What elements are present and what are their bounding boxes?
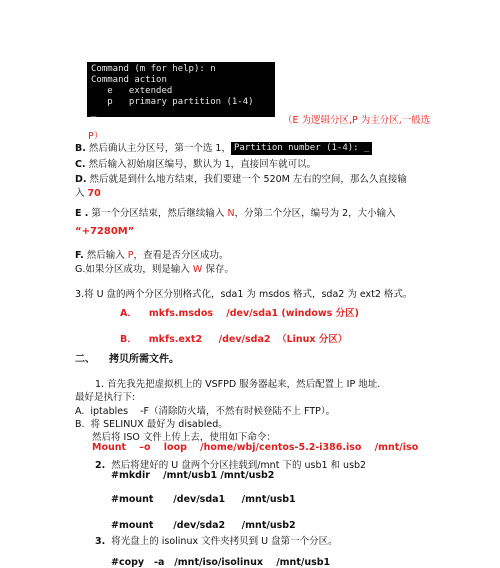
s2-step3-num: 3. [95,536,106,547]
step-d-text2: 入 [75,188,88,199]
step-b [75,140,372,155]
s2-a-prefix: A. [75,406,85,417]
mount-sda2-command: #mount /dev/sda2 /mnt/usb2 [111,520,296,531]
format-a-cmd: mkfs.msdos /dev/sda1 (windows 分区) [148,308,359,319]
s2-step2 [95,457,366,471]
partition-type-note: （E 为逻辑分区,P 为主分区,一般选 [283,115,431,126]
s2-b-text: 将 SELINUX 最好为 disabled。 [90,419,228,430]
s2-b [75,416,228,430]
terminal-line: Command action [91,75,167,85]
step-g-key: W [192,264,203,275]
s2-step3 [95,533,338,547]
step-e-text-a: 第一个分区结束，然后继续输入 [88,208,228,219]
step-g-text-a: 如果分区成功，则是输入 [85,264,193,275]
section-2-number: 二、 [75,354,95,365]
section-2-title: 拷贝所需文件。 [109,354,179,365]
terminal-screenshot [87,62,275,117]
format-a [120,305,359,319]
step-b-prefix: B. [75,143,86,154]
step-b-text: 然后确认主分区号，第一个选 1， [85,143,231,154]
mount-sda1-command: #mount /dev/sda1 /mnt/usb1 [111,494,296,505]
format-intro: 3.将 U 盘的两个分区分别格式化，sda1 为 msdos 格式，sda2 为 ext2 格式。 [75,289,413,300]
step-d-value: 70 [87,188,101,199]
s2-step1b: 最好是执行下: [75,392,136,403]
step-f-key: P [127,250,134,261]
format-b [120,331,347,345]
step-e-key: N [227,208,235,219]
step-c-prefix: C. [75,159,86,170]
partition-type-note-end: P） [88,131,104,142]
step-d-text: 然后就是到什么地方结束，我们要建一个 520M 左右的空间，那么久直接输 [86,174,407,185]
step-d [75,171,407,185]
partition-number-prompt: Partition number (1-4): _ [231,142,372,155]
terminal-line: e extended [91,86,173,96]
step-f-text-b: ，查看是否分区成功。 [133,250,229,261]
mkdir-command: #mkdir /mnt/usb1 /mnt/usb2 [111,470,275,481]
mount-iso-command: Mount –o loop /home/wbj/centos-5.2-i386.iso /mnt/iso [92,442,419,453]
s2-step1: 1. 首先我先把虚拟机上的 VSFPD 服务器起来，然后配置上 IP 地址. [95,379,381,390]
s2-a-text: iptables -F（清除防火墙，不然有时候登陆不上 FTP）。 [90,406,336,417]
step-f-prefix: F. [75,250,84,261]
section-2-heading [75,350,179,365]
step-f-text-a: 然后输入 [83,250,128,261]
step-d-prefix: D. [75,174,87,185]
terminal-cursor: _ [91,108,97,118]
s2-step2-text: 然后将建好的 U 盘两个分区挂载到/mnt 下的 usb1 和 usb2 [111,460,367,471]
s2-a [75,403,335,417]
step-f [75,247,229,261]
format-b-prefix: B． [120,334,137,345]
copy-isolinux-command: #copy -a /mnt/iso/isolinux /mnt/usb1 [111,557,331,568]
step-e-text-b: ，分第二个分区，编号为 2，大小输入 [234,208,396,219]
step-d-cont [75,185,101,199]
format-a-prefix: A． [120,308,137,319]
step-c-text: 然后输入初始扇区编号，默认为 1，直接回车就可以。 [85,159,317,170]
step-c [75,156,316,170]
step-e-value: “+7280M” [75,226,135,237]
terminal-line: p primary partition (1-4) [91,97,254,107]
format-b-cmd: mkfs.ext2 /dev/sda2 （Linux 分区） [148,334,348,345]
step-e-prefix: E . [75,208,89,219]
terminal-line: Command (m for help): n [91,64,216,74]
step-e [75,205,396,219]
s2-step3-text: 将光盘上的 isolinux 文件夹拷贝到 U 盘第一个分区。 [111,536,338,547]
step-g-prefix: G. [75,264,86,275]
step-g [75,261,234,275]
s2-upload: 然后将 ISO 文件上传上去，使用如下命令： [92,432,276,443]
s2-step2-num: 2. [95,460,106,471]
s2-b-prefix: B. [75,419,85,430]
step-g-text-b: 保存。 [202,264,234,275]
